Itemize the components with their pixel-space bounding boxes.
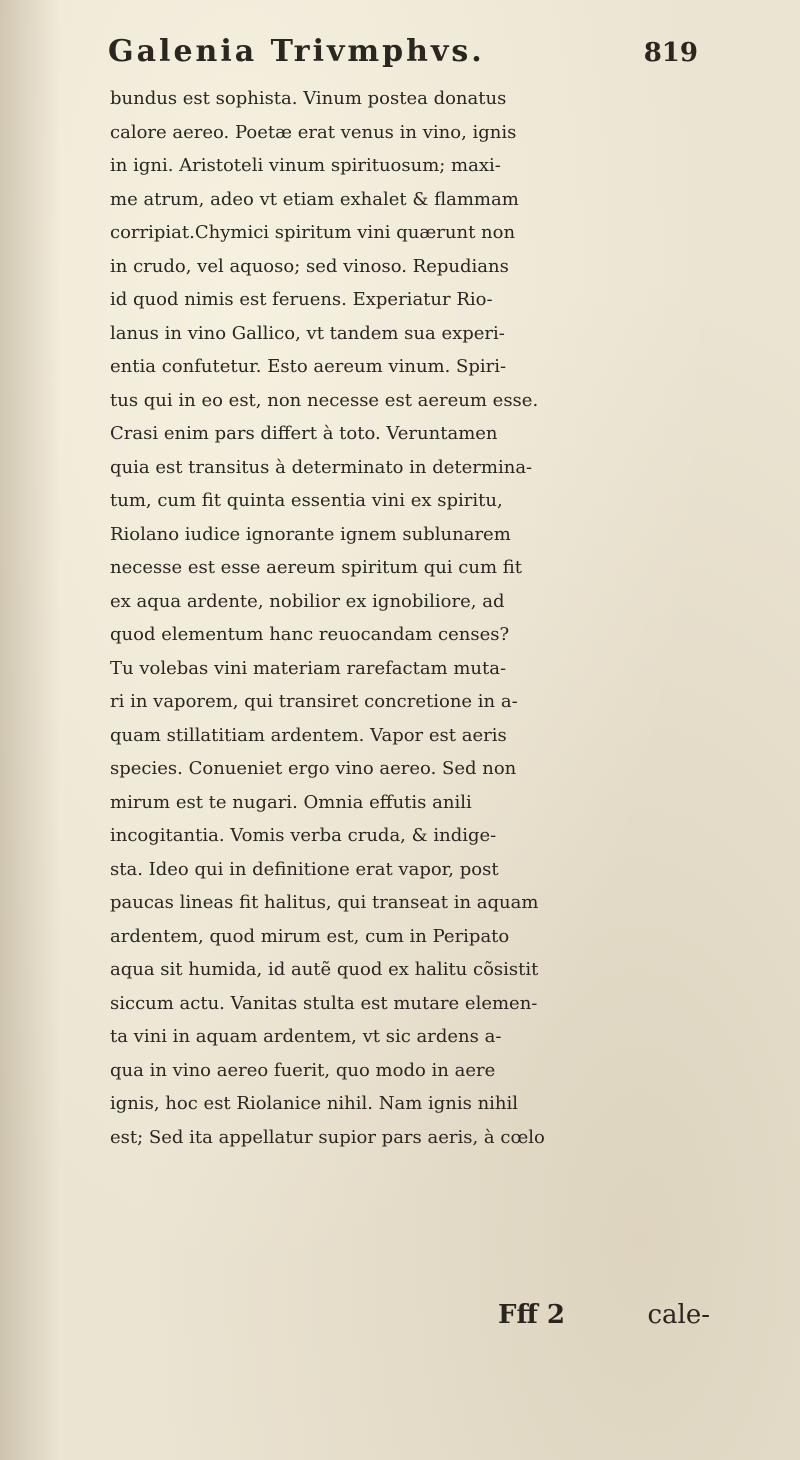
page-number: 819 [643, 38, 698, 68]
text-line: sta. Ideo qui in definitione erat vapor, post [110, 858, 499, 880]
text-line: Crasi enim pars differt à toto. Veruntamen [110, 423, 498, 444]
text-line: species. Conueniet ergo vino aereo. Sed non [110, 758, 517, 779]
text-line: bundus est sophista. Vinum postea donatus [110, 88, 507, 109]
text-line: incogitantia. Vomis verba cruda, & indige- [110, 825, 497, 846]
catchword: cale- [647, 1300, 710, 1330]
text-line: quam stillatitiam ardentem. Vapor est aeris [110, 724, 507, 746]
page-header [108, 34, 698, 84]
text-line: paucas lineas fit halitus, qui transeat in aquam [110, 892, 539, 913]
text-line: quod elementum hanc reuocandam censes? [110, 624, 510, 645]
text-line: tum, cum fit quinta essentia vini ex spiritu, [110, 490, 503, 511]
text-line: ri in vaporem, qui transiret concretione in a- [110, 691, 518, 712]
page-footer [110, 1300, 710, 1334]
text-line: mirum est te nugari. Omnia effutis anili [110, 791, 472, 813]
text-line: in crudo, vel aquoso; sed vinoso. Repudians [110, 255, 509, 277]
signature-mark: Fff 2 [498, 1300, 565, 1330]
text-line: corripiat.Chymici spiritum vini quærunt non [110, 222, 516, 243]
text-line: id quod nimis est feruens. Experiatur Rio- [110, 289, 493, 310]
text-line: ignis, hoc est Riolanice nihil. Nam ignis nihil [110, 1093, 519, 1114]
text-line: Tu volebas vini materiam rarefactam muta- [110, 657, 507, 679]
text-line: Riolano iudice ignorante ignem sublunarem [110, 523, 511, 545]
running-title: Galenia Trivmphvs. [108, 34, 485, 69]
text-line: aqua sit humida, id autẽ quod ex halitu cõsistit [110, 959, 539, 980]
text-line: calore aereo. Poetæ erat venus in vino, ignis [110, 121, 517, 143]
body-text [110, 82, 710, 1154]
page-gutter-shadow [0, 0, 60, 1460]
text-line: me atrum, adeo vt etiam exhalet & flammam [110, 188, 519, 210]
text-line: est; Sed ita appellatur supior pars aeris, à cœlo [110, 1126, 545, 1148]
text-line: in igni. Aristoteli vinum spirituosum; maxi- [110, 155, 501, 176]
text-line: lanus in vino Gallico, vt tandem sua experi- [110, 322, 505, 344]
text-line: ta vini in aquam ardentem, vt sic ardens a- [110, 1026, 502, 1047]
text-line: necesse est esse aereum spiritum qui cum fit [110, 557, 522, 578]
text-line: tus qui in eo est, non necesse est aereum esse. [110, 389, 539, 411]
text-line: quia est transitus à determinato in determina- [110, 456, 533, 478]
text-line: entia confutetur. Esto aereum vinum. Spiri- [110, 356, 507, 377]
text-line: siccum actu. Vanitas stulta est mutare elemen- [110, 992, 538, 1014]
text-line: qua in vino aereo fuerit, quo modo in aere [110, 1059, 496, 1081]
text-line: ex aqua ardente, nobilior ex ignobiliore, ad [110, 590, 505, 612]
text-line: ardentem, quod mirum est, cum in Peripato [110, 925, 510, 947]
